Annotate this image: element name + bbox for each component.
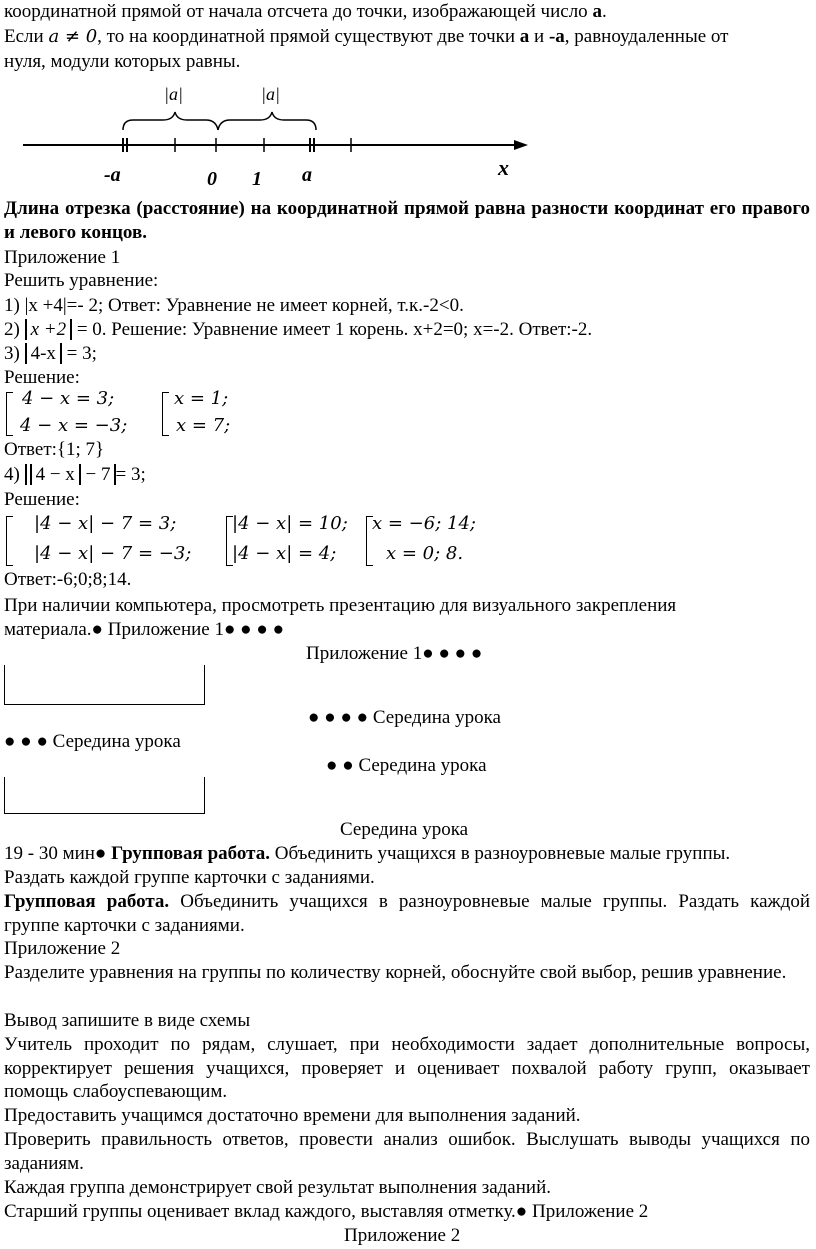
text: 4 − x — [35, 464, 75, 485]
empty-frame — [4, 777, 205, 814]
equation-1: 1) |x +4|=- 2; Ответ: Уравнение не имеет корней, т.к.-2<0. — [4, 295, 464, 316]
text: , равноудаленные от — [564, 26, 729, 47]
paragraph — [4, 890, 810, 937]
tick-label-a: a — [302, 164, 312, 186]
system-bracket — [6, 392, 13, 436]
text: 4-х — [30, 343, 56, 364]
axis-arrow-icon — [514, 140, 528, 150]
bold-text: а — [592, 1, 602, 22]
text-line — [4, 842, 730, 866]
solution-label: Решение: — [4, 367, 80, 388]
bold-text: -а — [548, 26, 565, 47]
text: . — [601, 1, 607, 22]
text: = 0. Решение: Уравнение имеет 1 корень. x+2=0; x=-2. Ответ:-2. — [72, 319, 593, 340]
text-line: Каждая группа демонстрирует свой результат выполнения заданий. — [4, 1177, 551, 1198]
bold-paragraph: Длина отрезка (расстояние) на координатной прямой равна разности координат его правого и левого концов. — [4, 198, 810, 243]
brace-label-left: |a| — [164, 84, 183, 104]
axis-label-x: x — [498, 155, 509, 180]
time-label: 19 - 30 мин● — [4, 843, 112, 864]
text-line: При наличии компьютера, просмотреть презентацию для визуального закрепления — [4, 595, 677, 616]
text-line: Вывод запишите в виде схемы — [4, 1010, 251, 1031]
appendix-label: Приложение 1 — [4, 247, 121, 268]
system-line: 𝑥 = 1; — [174, 388, 229, 409]
system-bracket — [162, 392, 169, 436]
appendix-label: Приложение 2 — [4, 938, 121, 959]
tick-label-neg-a: -a — [104, 164, 121, 186]
text-line — [4, 0, 607, 24]
bold-text: а — [519, 26, 530, 47]
text-line: Раздать каждой группе карточки с заданиями. — [4, 867, 375, 888]
text: = 3; — [115, 464, 146, 485]
system-line: 𝑥 = 0; 8. — [386, 543, 464, 564]
tick-label-one: 1 — [252, 168, 262, 190]
bold-text: Групповая работа. — [111, 843, 270, 864]
system-line: |4 − 𝑥| − 7 = −3; — [34, 543, 192, 564]
equation-3 — [4, 342, 97, 366]
text: Объединить учащихся в разноуровневые малые группы. — [269, 843, 731, 864]
system-line: 4 − 𝑥 = 3; — [22, 388, 115, 409]
paragraph: Проверить правильность ответов, провести анализ ошибок. Выслушать выводы учащихся по заданиям. — [4, 1129, 810, 1174]
equation-4 — [4, 463, 146, 487]
math-inequality: 𝑎 ≠ 0 — [48, 26, 98, 47]
system-line: |4 − 𝑥| − 7 = 3; — [34, 513, 177, 534]
text-line: Решить уравнение: — [4, 270, 159, 291]
abs-outer — [25, 464, 116, 485]
text: 3) — [4, 343, 25, 364]
section-marker: Середина урока — [340, 819, 469, 840]
system-line: 4 − 𝑥 = −3; — [20, 415, 128, 436]
tick-label-zero: 0 — [207, 168, 217, 190]
system-bracket — [6, 516, 13, 566]
appendix-label: Приложение 2 — [344, 1225, 461, 1246]
text-line: Старший группы оценивает вклад каждого, выставляя отметку.● Приложение 2 — [4, 1201, 649, 1222]
solution-label: Решение: — [4, 489, 80, 510]
system-line: 𝑥 = −6; 14; — [372, 513, 476, 534]
abs-expr — [25, 343, 62, 364]
paragraph: Разделите уравнения на группы по количеству корней, обоснуйте свой выбор, решив уравнение. — [4, 962, 787, 983]
section-marker: ● ● Середина урока — [326, 755, 487, 776]
bold-text: Групповая работа. — [4, 891, 170, 912]
empty-frame — [4, 665, 205, 705]
text: координатной прямой от начала отсчета до точки, изображающей число — [4, 1, 593, 22]
text-line: материала.● Приложение 1● ● ● ● — [4, 619, 285, 640]
brace-left — [123, 112, 218, 130]
system-line: 𝑥 = 7; — [176, 415, 231, 436]
text: Если — [4, 26, 49, 47]
text: Объединить учащихся в разноуровневые малые группы. Раздать каждой группе карточки с заданиями. — [4, 891, 810, 936]
text-line: Предоставить учащимся достаточно времени для выполнения заданий. — [4, 1105, 581, 1126]
paragraph: Учитель проходит по рядам, слушает, при необходимости задает дополнительные вопросы, корректирует решения учащихся, проверяет и оценивает похвалой работу групп, оказывает помощь слабоуспевающим. — [4, 1034, 810, 1102]
system-line: |4 − 𝑥| = 10; — [232, 513, 348, 534]
text-line — [4, 25, 728, 49]
answer: Ответ:-6;0;8;14. — [4, 569, 132, 590]
abs-expr — [25, 319, 73, 340]
text: = 3; — [61, 343, 97, 364]
text-line: нуля, модули которых равны. — [4, 51, 241, 72]
brace-right — [218, 112, 316, 130]
section-marker: ● ● ● Середина урока — [4, 731, 181, 752]
appendix-label: Приложение 1● ● ● ● — [306, 643, 483, 664]
equation-2 — [4, 318, 592, 342]
text: − 7 — [80, 464, 111, 485]
text: x +2 — [30, 319, 67, 340]
text: и — [529, 26, 549, 47]
text: 4) — [4, 464, 25, 485]
text: , то на координатной прямой существуют две точки — [97, 26, 520, 47]
brace-label-right: |a| — [261, 84, 280, 104]
text: 2) — [4, 319, 25, 340]
abs-inner — [30, 464, 81, 485]
number-line-figure — [20, 78, 530, 193]
system-line: |4 − 𝑥| = 4; — [232, 543, 337, 564]
answer: Ответ:{1; 7} — [4, 439, 105, 460]
section-marker: ● ● ● ● Середина урока — [308, 707, 501, 728]
